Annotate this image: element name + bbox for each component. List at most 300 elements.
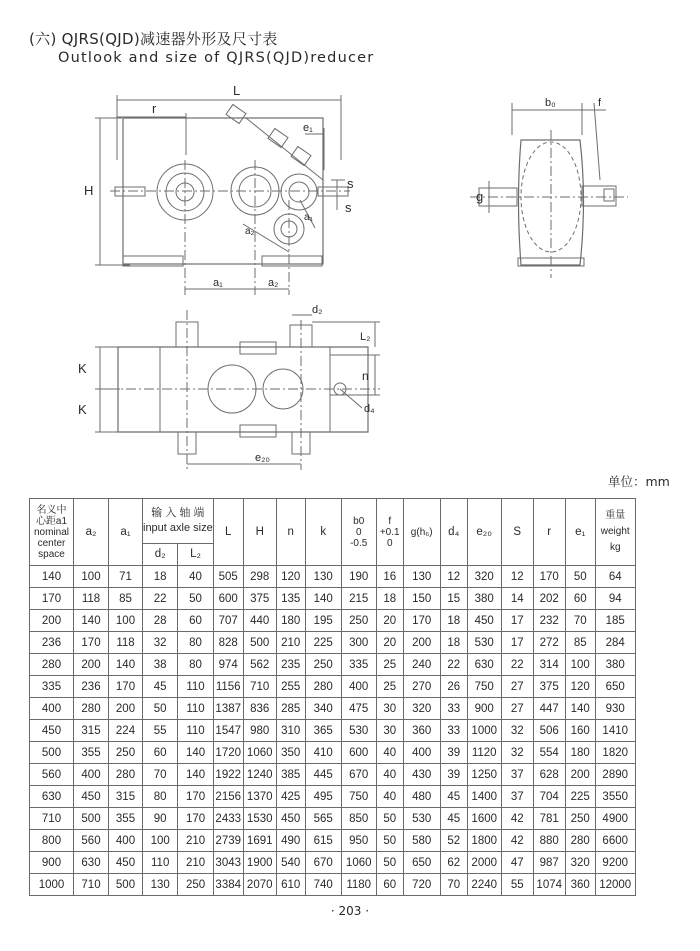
table-cell: 70 bbox=[440, 874, 467, 896]
table-cell: 580 bbox=[403, 830, 440, 852]
table-cell: 610 bbox=[276, 874, 305, 896]
label-a2: a₂ bbox=[268, 277, 279, 289]
table-cell: 140 bbox=[74, 610, 109, 632]
header-e1: e₁ bbox=[565, 499, 595, 566]
table-cell: 170 bbox=[403, 610, 440, 632]
table-cell: 100 bbox=[565, 654, 595, 676]
label-d4: d₄ bbox=[364, 403, 375, 415]
table-cell: 565 bbox=[305, 808, 341, 830]
table-cell: 250 bbox=[341, 610, 376, 632]
table-body bbox=[30, 566, 636, 896]
table-cell: 375 bbox=[533, 676, 565, 698]
table-cell: 450 bbox=[74, 786, 109, 808]
table-cell: 71 bbox=[109, 566, 143, 588]
table-cell: 530 bbox=[341, 720, 376, 742]
table-cell: 670 bbox=[341, 764, 376, 786]
table-cell: 30 bbox=[376, 720, 403, 742]
label-e20: e₂₀ bbox=[255, 452, 270, 464]
table-header-row bbox=[30, 499, 636, 544]
table-cell: 284 bbox=[595, 632, 635, 654]
table-cell: 315 bbox=[109, 786, 143, 808]
table-cell: 2433 bbox=[213, 808, 243, 830]
table-cell: 540 bbox=[276, 852, 305, 874]
table-cell: 1410 bbox=[595, 720, 635, 742]
table-row bbox=[30, 720, 636, 742]
table-cell: 120 bbox=[276, 566, 305, 588]
table-cell: 385 bbox=[276, 764, 305, 786]
table-cell: 2890 bbox=[595, 764, 635, 786]
label-f: f bbox=[598, 97, 602, 109]
table-cell: 272 bbox=[533, 632, 565, 654]
table-cell: 60 bbox=[178, 610, 213, 632]
table-cell: 350 bbox=[276, 742, 305, 764]
table-cell: 900 bbox=[467, 698, 501, 720]
table-cell: 32 bbox=[143, 632, 178, 654]
table-cell: 430 bbox=[403, 764, 440, 786]
table-cell: 800 bbox=[30, 830, 74, 852]
table-cell: 22 bbox=[501, 654, 533, 676]
table-row bbox=[30, 654, 636, 676]
table-cell: 380 bbox=[595, 654, 635, 676]
table-row bbox=[30, 874, 636, 896]
table-cell: 650 bbox=[403, 852, 440, 874]
table-cell: 781 bbox=[533, 808, 565, 830]
table-cell: 18 bbox=[440, 632, 467, 654]
header-L2: L₂ bbox=[178, 543, 213, 565]
table-cell: 180 bbox=[565, 742, 595, 764]
table-cell: 340 bbox=[305, 698, 341, 720]
table-cell: 60 bbox=[376, 874, 403, 896]
label-a1: a₁ bbox=[213, 277, 223, 289]
table-cell: 90 bbox=[143, 808, 178, 830]
table-cell: 1900 bbox=[243, 852, 276, 874]
table-cell: 200 bbox=[74, 654, 109, 676]
table-cell: 974 bbox=[213, 654, 243, 676]
table-cell: 240 bbox=[403, 654, 440, 676]
table-cell: 355 bbox=[109, 808, 143, 830]
table-cell: 450 bbox=[467, 610, 501, 632]
table-cell: 17 bbox=[501, 610, 533, 632]
table-cell: 40 bbox=[376, 764, 403, 786]
table-cell: 17 bbox=[501, 632, 533, 654]
table-cell: 410 bbox=[305, 742, 341, 764]
table-cell: 285 bbox=[276, 698, 305, 720]
table-cell: 190 bbox=[341, 566, 376, 588]
table-cell: 495 bbox=[305, 786, 341, 808]
label-K-lower: K bbox=[78, 402, 87, 417]
table-cell: 62 bbox=[440, 852, 467, 874]
label-a1-diag: a₁ bbox=[304, 212, 313, 223]
table-cell: 85 bbox=[565, 632, 595, 654]
header-d4: d₄ bbox=[440, 499, 467, 566]
table-row bbox=[30, 742, 636, 764]
table-cell: 554 bbox=[533, 742, 565, 764]
label-H: H bbox=[84, 183, 94, 198]
header-k: k bbox=[305, 499, 341, 566]
table-cell: 210 bbox=[178, 852, 213, 874]
table-cell: 80 bbox=[143, 786, 178, 808]
label-a2-diag: a₂ bbox=[245, 226, 255, 237]
table-cell: 315 bbox=[74, 720, 109, 742]
table-cell: 180 bbox=[276, 610, 305, 632]
table-cell: 280 bbox=[565, 830, 595, 852]
table-cell: 950 bbox=[341, 830, 376, 852]
table-cell: 28 bbox=[143, 610, 178, 632]
header-r: r bbox=[533, 499, 565, 566]
table-cell: 1060 bbox=[341, 852, 376, 874]
table-row bbox=[30, 830, 636, 852]
table-cell: 50 bbox=[143, 698, 178, 720]
table-cell: 195 bbox=[305, 610, 341, 632]
table-cell: 32 bbox=[501, 742, 533, 764]
label-L: L bbox=[233, 83, 241, 98]
title-english: Outlook and size of QJRS(QJD)reducer bbox=[58, 50, 375, 66]
table-cell: 55 bbox=[143, 720, 178, 742]
table-cell: 615 bbox=[305, 830, 341, 852]
table-row bbox=[30, 698, 636, 720]
table-row bbox=[30, 764, 636, 786]
table-cell: 32 bbox=[501, 720, 533, 742]
table-cell: 335 bbox=[30, 676, 74, 698]
table-cell: 22 bbox=[440, 654, 467, 676]
table-row bbox=[30, 610, 636, 632]
table-cell: 100 bbox=[143, 830, 178, 852]
table-cell: 110 bbox=[178, 720, 213, 742]
table-cell: 270 bbox=[403, 676, 440, 698]
table-cell: 200 bbox=[30, 610, 74, 632]
table-cell: 2000 bbox=[467, 852, 501, 874]
table-cell: 235 bbox=[276, 654, 305, 676]
table-cell: 600 bbox=[341, 742, 376, 764]
table-cell: 27 bbox=[501, 676, 533, 698]
table-cell: 530 bbox=[467, 632, 501, 654]
header-weight: 重量 weight kg bbox=[595, 499, 635, 566]
table-cell: 130 bbox=[305, 566, 341, 588]
table-cell: 450 bbox=[30, 720, 74, 742]
header-input-axle: 输 入 轴 端 input axle size bbox=[143, 499, 214, 544]
header-L: L bbox=[213, 499, 243, 566]
table-cell: 18 bbox=[376, 588, 403, 610]
table-cell: 6600 bbox=[595, 830, 635, 852]
table-cell: 630 bbox=[74, 852, 109, 874]
table-cell: 1820 bbox=[595, 742, 635, 764]
table-cell: 1000 bbox=[467, 720, 501, 742]
table-cell: 118 bbox=[109, 632, 143, 654]
table-cell: 100 bbox=[74, 566, 109, 588]
table-cell: 400 bbox=[30, 698, 74, 720]
table-cell: 47 bbox=[501, 852, 533, 874]
table-cell: 39 bbox=[440, 742, 467, 764]
table-cell: 365 bbox=[305, 720, 341, 742]
table-cell: 185 bbox=[595, 610, 635, 632]
size-table bbox=[29, 498, 636, 896]
table-cell: 9200 bbox=[595, 852, 635, 874]
table-cell: 2070 bbox=[243, 874, 276, 896]
side-view-drawing bbox=[470, 103, 628, 278]
table-cell: 130 bbox=[143, 874, 178, 896]
table-cell: 118 bbox=[74, 588, 109, 610]
table-cell: 500 bbox=[30, 742, 74, 764]
table-cell: 562 bbox=[243, 654, 276, 676]
table-cell: 475 bbox=[341, 698, 376, 720]
table-cell: 40 bbox=[178, 566, 213, 588]
table-cell: 1120 bbox=[467, 742, 501, 764]
table-row bbox=[30, 632, 636, 654]
table-cell: 170 bbox=[30, 588, 74, 610]
table-cell: 85 bbox=[109, 588, 143, 610]
page-number: · 203 · bbox=[330, 904, 370, 918]
table-cell: 255 bbox=[276, 676, 305, 698]
table-cell: 1240 bbox=[243, 764, 276, 786]
unit-label: 单位：mm bbox=[608, 474, 670, 489]
table-cell: 232 bbox=[533, 610, 565, 632]
table-cell: 1250 bbox=[467, 764, 501, 786]
table-cell: 710 bbox=[30, 808, 74, 830]
header-nominal-center-space: 名义中 心距a1 nominal center space bbox=[30, 499, 74, 566]
header-H: H bbox=[243, 499, 276, 566]
table-cell: 720 bbox=[403, 874, 440, 896]
table-cell: 2739 bbox=[213, 830, 243, 852]
header-n: n bbox=[276, 499, 305, 566]
table-cell: 400 bbox=[109, 830, 143, 852]
table-cell: 12 bbox=[501, 566, 533, 588]
table-cell: 320 bbox=[403, 698, 440, 720]
table-cell: 200 bbox=[565, 764, 595, 786]
table-cell: 60 bbox=[143, 742, 178, 764]
table-cell: 506 bbox=[533, 720, 565, 742]
table-cell: 140 bbox=[565, 698, 595, 720]
label-L2: L₂ bbox=[360, 331, 371, 343]
table-cell: 500 bbox=[74, 808, 109, 830]
table-cell: 980 bbox=[243, 720, 276, 742]
table-cell: 320 bbox=[565, 852, 595, 874]
table-cell: 1060 bbox=[243, 742, 276, 764]
header-S: S bbox=[501, 499, 533, 566]
table-cell: 1156 bbox=[213, 676, 243, 698]
table-cell: 314 bbox=[533, 654, 565, 676]
table-cell: 170 bbox=[178, 808, 213, 830]
table-cell: 45 bbox=[440, 808, 467, 830]
table-cell: 704 bbox=[533, 786, 565, 808]
title-chinese: (六) QJRS(QJD)减速器外形及尺寸表 bbox=[29, 30, 278, 48]
table-cell: 630 bbox=[467, 654, 501, 676]
table-cell: 1074 bbox=[533, 874, 565, 896]
table-row bbox=[30, 808, 636, 830]
table-cell: 120 bbox=[565, 676, 595, 698]
table-cell: 850 bbox=[341, 808, 376, 830]
table-cell: 160 bbox=[565, 720, 595, 742]
table-cell: 200 bbox=[403, 632, 440, 654]
table-cell: 33 bbox=[440, 698, 467, 720]
table-cell: 250 bbox=[305, 654, 341, 676]
table-cell: 425 bbox=[276, 786, 305, 808]
table-cell: 55 bbox=[501, 874, 533, 896]
table-cell: 110 bbox=[178, 698, 213, 720]
table-row bbox=[30, 852, 636, 874]
table-cell: 360 bbox=[565, 874, 595, 896]
table-cell: 110 bbox=[178, 676, 213, 698]
label-b0: b₀ bbox=[545, 97, 556, 109]
label-d2: d₂ bbox=[312, 304, 323, 316]
table-cell: 280 bbox=[74, 698, 109, 720]
table-cell: 225 bbox=[305, 632, 341, 654]
table-cell: 1530 bbox=[243, 808, 276, 830]
table-cell: 18 bbox=[440, 610, 467, 632]
table-cell: 150 bbox=[403, 588, 440, 610]
table-cell: 500 bbox=[243, 632, 276, 654]
table-cell: 140 bbox=[305, 588, 341, 610]
table-cell: 560 bbox=[74, 830, 109, 852]
table-cell: 710 bbox=[243, 676, 276, 698]
table-cell: 355 bbox=[74, 742, 109, 764]
table-cell: 987 bbox=[533, 852, 565, 874]
table-cell: 335 bbox=[341, 654, 376, 676]
header-e20: e₂₀ bbox=[467, 499, 501, 566]
table-cell: 170 bbox=[74, 632, 109, 654]
table-cell: 94 bbox=[595, 588, 635, 610]
table-cell: 22 bbox=[143, 588, 178, 610]
table-cell: 140 bbox=[30, 566, 74, 588]
table-cell: 280 bbox=[30, 654, 74, 676]
table-cell: 828 bbox=[213, 632, 243, 654]
table-cell: 707 bbox=[213, 610, 243, 632]
table-cell: 170 bbox=[109, 676, 143, 698]
table-cell: 39 bbox=[440, 764, 467, 786]
table-cell: 360 bbox=[403, 720, 440, 742]
table-cell: 100 bbox=[109, 610, 143, 632]
table-cell: 440 bbox=[243, 610, 276, 632]
table-cell: 400 bbox=[341, 676, 376, 698]
table-cell: 445 bbox=[305, 764, 341, 786]
table-cell: 1922 bbox=[213, 764, 243, 786]
table-cell: 224 bbox=[109, 720, 143, 742]
table-cell: 1691 bbox=[243, 830, 276, 852]
table-cell: 210 bbox=[178, 830, 213, 852]
table-cell: 1387 bbox=[213, 698, 243, 720]
table-cell: 215 bbox=[341, 588, 376, 610]
table-cell: 1547 bbox=[213, 720, 243, 742]
table-cell: 45 bbox=[440, 786, 467, 808]
top-view-drawing bbox=[95, 310, 380, 470]
table-row bbox=[30, 588, 636, 610]
table-cell: 50 bbox=[178, 588, 213, 610]
table-cell: 40 bbox=[376, 742, 403, 764]
table-cell: 130 bbox=[403, 566, 440, 588]
table-cell: 628 bbox=[533, 764, 565, 786]
table-cell: 170 bbox=[533, 566, 565, 588]
table-cell: 236 bbox=[30, 632, 74, 654]
table-cell: 900 bbox=[30, 852, 74, 874]
table-cell: 1600 bbox=[467, 808, 501, 830]
header-d2: d₂ bbox=[143, 543, 178, 565]
table-cell: 250 bbox=[565, 808, 595, 830]
table-cell: 64 bbox=[595, 566, 635, 588]
table-cell: 450 bbox=[109, 852, 143, 874]
table-cell: 202 bbox=[533, 588, 565, 610]
table-cell: 135 bbox=[276, 588, 305, 610]
table-cell: 1720 bbox=[213, 742, 243, 764]
table-cell: 380 bbox=[467, 588, 501, 610]
table-cell: 3550 bbox=[595, 786, 635, 808]
table-cell: 400 bbox=[403, 742, 440, 764]
table-cell: 490 bbox=[276, 830, 305, 852]
table-cell: 12 bbox=[440, 566, 467, 588]
table-cell: 18 bbox=[143, 566, 178, 588]
header-b0: b0 0 -0.5 bbox=[341, 499, 376, 566]
table-row bbox=[30, 786, 636, 808]
table-cell: 37 bbox=[501, 786, 533, 808]
table-cell: 250 bbox=[178, 874, 213, 896]
table-cell: 298 bbox=[243, 566, 276, 588]
table-cell: 3043 bbox=[213, 852, 243, 874]
table-cell: 300 bbox=[341, 632, 376, 654]
table-cell: 70 bbox=[565, 610, 595, 632]
table-cell: 670 bbox=[305, 852, 341, 874]
table-row bbox=[30, 676, 636, 698]
table-cell: 600 bbox=[213, 588, 243, 610]
table-cell: 1000 bbox=[30, 874, 74, 896]
table-cell: 750 bbox=[467, 676, 501, 698]
table-cell: 280 bbox=[305, 676, 341, 698]
table-cell: 52 bbox=[440, 830, 467, 852]
table-cell: 25 bbox=[376, 676, 403, 698]
table-cell: 375 bbox=[243, 588, 276, 610]
table-cell: 310 bbox=[276, 720, 305, 742]
table-cell: 140 bbox=[178, 742, 213, 764]
header-a2: a₂ bbox=[74, 499, 109, 566]
header-a1: a₁ bbox=[109, 499, 143, 566]
table-cell: 26 bbox=[440, 676, 467, 698]
table-cell: 1180 bbox=[341, 874, 376, 896]
table-cell: 225 bbox=[565, 786, 595, 808]
table-cell: 33 bbox=[440, 720, 467, 742]
table-cell: 45 bbox=[143, 676, 178, 698]
table-cell: 500 bbox=[109, 874, 143, 896]
table-cell: 110 bbox=[143, 852, 178, 874]
table-cell: 320 bbox=[467, 566, 501, 588]
table-cell: 740 bbox=[305, 874, 341, 896]
table-cell: 530 bbox=[403, 808, 440, 830]
table-cell: 250 bbox=[109, 742, 143, 764]
table-cell: 236 bbox=[74, 676, 109, 698]
table-cell: 280 bbox=[109, 764, 143, 786]
table-cell: 930 bbox=[595, 698, 635, 720]
header-f: f +0.1 0 bbox=[376, 499, 403, 566]
table-cell: 650 bbox=[595, 676, 635, 698]
table-cell: 60 bbox=[565, 588, 595, 610]
table-cell: 505 bbox=[213, 566, 243, 588]
label-s: s bbox=[347, 176, 354, 191]
table-cell: 42 bbox=[501, 808, 533, 830]
table-cell: 750 bbox=[341, 786, 376, 808]
table-cell: 42 bbox=[501, 830, 533, 852]
table-cell: 80 bbox=[178, 632, 213, 654]
table-cell: 27 bbox=[501, 698, 533, 720]
table-cell: 38 bbox=[143, 654, 178, 676]
table-cell: 80 bbox=[178, 654, 213, 676]
table-cell: 400 bbox=[74, 764, 109, 786]
table-cell: 480 bbox=[403, 786, 440, 808]
header-g: g(h₆) bbox=[403, 499, 440, 566]
table-cell: 20 bbox=[376, 610, 403, 632]
table-cell: 50 bbox=[376, 808, 403, 830]
table-cell: 140 bbox=[109, 654, 143, 676]
table-cell: 447 bbox=[533, 698, 565, 720]
table-cell: 1370 bbox=[243, 786, 276, 808]
table-cell: 140 bbox=[178, 764, 213, 786]
table-cell: 50 bbox=[565, 566, 595, 588]
label-n: n bbox=[362, 369, 369, 383]
